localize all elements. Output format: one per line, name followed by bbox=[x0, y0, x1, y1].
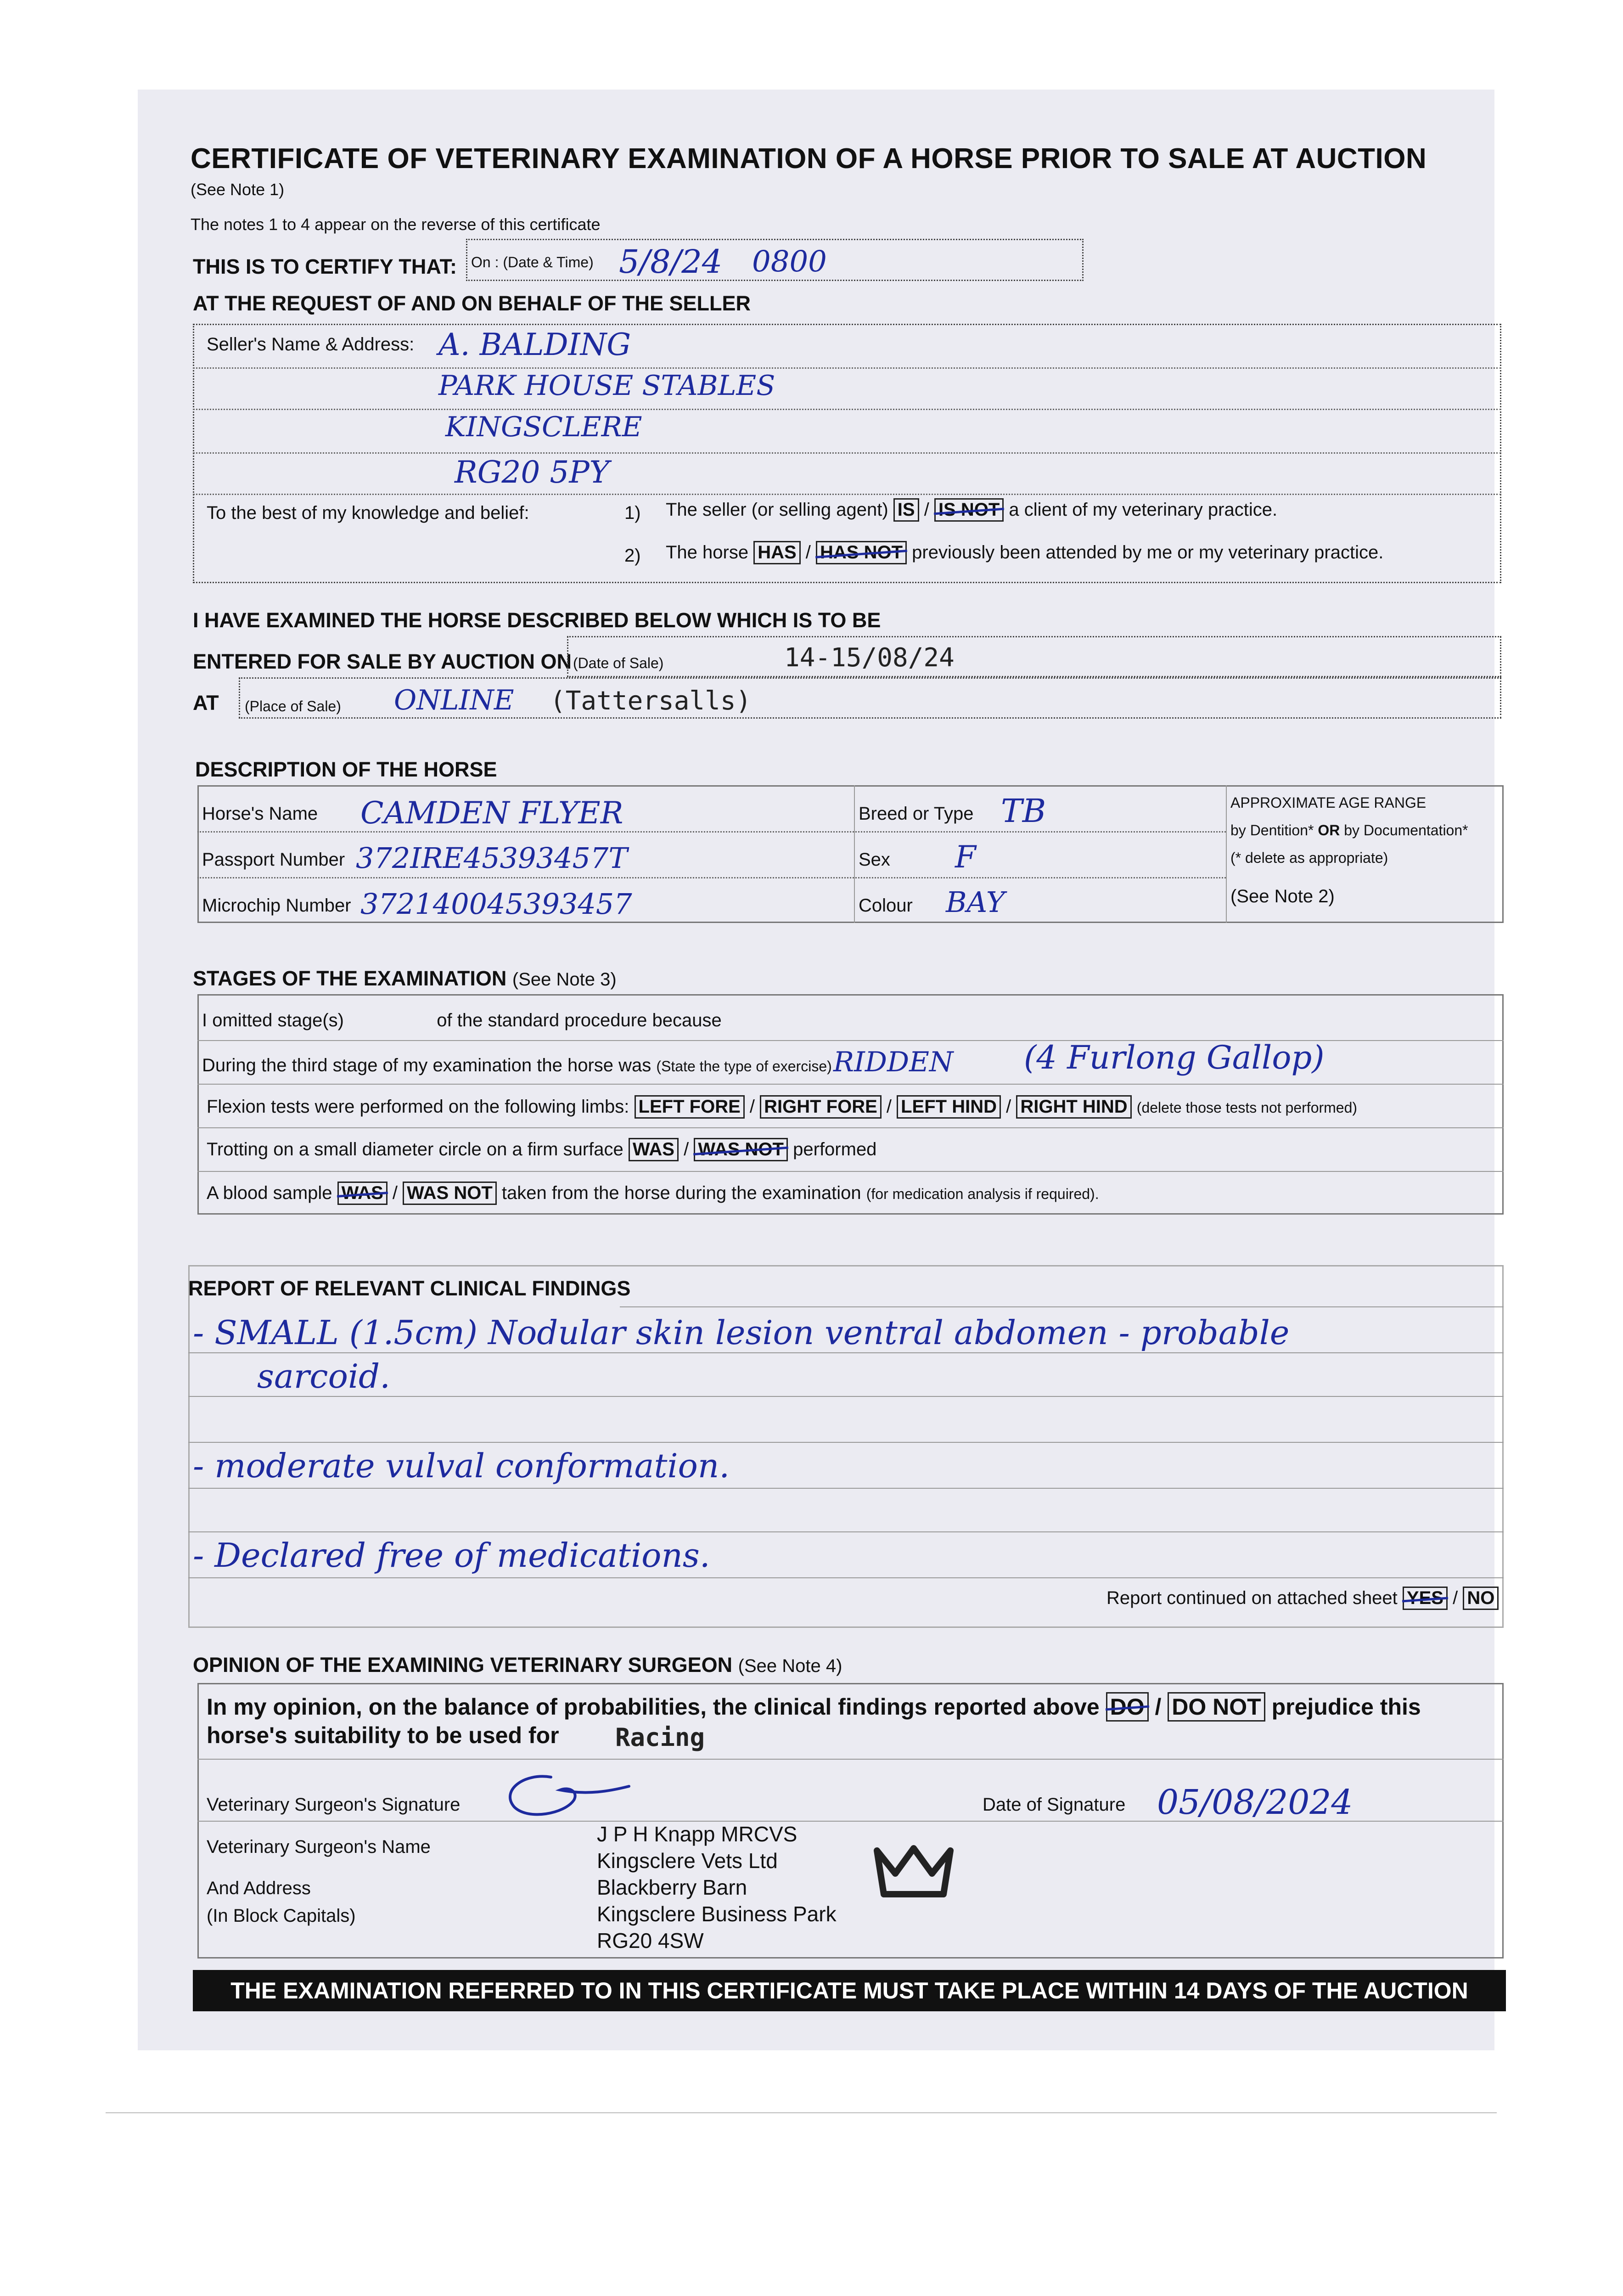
opinion-text-a: In my opinion, on the balance of probabilities, the clinical findings reported above bbox=[207, 1694, 1100, 1720]
at-label: AT bbox=[193, 691, 219, 715]
seller-address-line-1[interactable]: A. BALDING bbox=[438, 327, 631, 362]
vet-name-label: Veterinary Surgeon's Name bbox=[207, 1837, 431, 1857]
colour-value[interactable]: BAY bbox=[946, 885, 1005, 919]
age-by-dentition[interactable]: by Dentition* bbox=[1230, 822, 1314, 838]
flexion-delete-note: (delete those tests not performed) bbox=[1136, 1099, 1358, 1116]
description-heading: DESCRIPTION OF THE HORSE bbox=[195, 758, 497, 781]
notes-reverse-text: The notes 1 to 4 appear on the reverse of this certificate bbox=[191, 215, 601, 234]
stages-row-line-2 bbox=[197, 1084, 1504, 1085]
opinion-heading-text: OPINION OF THE EXAMINING VETERINARY SURGEON bbox=[193, 1653, 733, 1677]
flexion-left-hind[interactable]: LEFT HIND bbox=[897, 1095, 1001, 1119]
report-line-5 bbox=[188, 1531, 1504, 1532]
item2-text-b: previously been attended by me or my veterinary practice. bbox=[912, 542, 1384, 563]
date-signature-value[interactable]: 05/08/2024 bbox=[1157, 1783, 1353, 1822]
report-head-line bbox=[620, 1306, 1504, 1307]
opinion-text-b: prejudice this bbox=[1271, 1694, 1421, 1720]
blood-hint: (for medication analysis if required). bbox=[866, 1186, 1099, 1202]
report-continued-yes[interactable]: YES bbox=[1403, 1587, 1448, 1610]
opinion-use-value[interactable]: Racing bbox=[615, 1723, 705, 1752]
page-bottom-rule bbox=[106, 2112, 1497, 2113]
age-range-heading: APPROXIMATE AGE RANGE bbox=[1230, 794, 1426, 811]
vet-stamp-line-1: J P H Knapp MRCVS bbox=[597, 1822, 797, 1846]
passport-label: Passport Number bbox=[202, 850, 345, 870]
vet-stamp bbox=[597, 1821, 837, 1954]
trotting-performed: performed bbox=[793, 1139, 877, 1159]
place-of-sale-field[interactable] bbox=[239, 677, 1501, 719]
exam-date-value: 5/8/24 bbox=[619, 243, 723, 281]
seller-line-2 bbox=[193, 409, 1501, 410]
horse-name-value[interactable]: CAMDEN FLYER bbox=[360, 795, 623, 831]
sex-value[interactable]: F bbox=[955, 839, 976, 875]
signature-mark[interactable] bbox=[496, 1763, 634, 1823]
stages-row-line-4 bbox=[197, 1171, 1504, 1172]
finding-line-4[interactable]: - Declared free of medications. bbox=[193, 1536, 710, 1575]
description-divider-2 bbox=[1226, 785, 1227, 923]
trotting-row: Trotting on a small diameter circle on a firm surface WAS / WAS NOT performed bbox=[207, 1138, 876, 1161]
signature-label: Veterinary Surgeon's Signature bbox=[207, 1795, 461, 1815]
item2-number: 2) bbox=[624, 546, 641, 566]
item1-text-a: The seller (or selling agent) bbox=[666, 500, 888, 520]
block-capitals-label: (In Block Capitals) bbox=[207, 1906, 356, 1926]
trotting-was-not-option[interactable]: WAS NOT bbox=[694, 1138, 788, 1161]
vet-stamp-line-4: Kingsclere Business Park bbox=[597, 1902, 837, 1926]
report-continued-no[interactable]: NO bbox=[1463, 1587, 1499, 1610]
trotting-was-option[interactable]: WAS bbox=[629, 1138, 679, 1161]
finding-line-1[interactable]: - SMALL (1.5cm) Nodular skin lesion ventral abdomen - probable bbox=[193, 1313, 1290, 1352]
report-line-6 bbox=[188, 1577, 1504, 1578]
horse-name-label: Horse's Name bbox=[202, 804, 318, 824]
date-of-sale-field[interactable] bbox=[567, 636, 1501, 677]
stages-row-line-3 bbox=[197, 1127, 1504, 1128]
report-line-3 bbox=[188, 1442, 1504, 1443]
age-see-note-2: (See Note 2) bbox=[1230, 886, 1335, 906]
entered-for-sale-label: ENTERED FOR SALE BY AUCTION ON bbox=[193, 650, 572, 673]
and-address-label: And Address bbox=[207, 1878, 311, 1898]
date-of-sale-label: (Date of Sale) bbox=[573, 655, 664, 671]
seller-line-1 bbox=[193, 367, 1501, 369]
third-stage-value[interactable]: RIDDEN bbox=[833, 1046, 954, 1078]
third-stage-label: During the third stage of my examination the horse was bbox=[202, 1055, 651, 1075]
footer-banner: THE EXAMINATION REFERRED TO IN THIS CERTIFICATE MUST TAKE PLACE WITHIN 14 DAYS OF THE AUCTION bbox=[193, 1970, 1506, 2011]
opinion-statement: In my opinion, on the balance of probabilities, the clinical findings reported above DO / DO NOT prejudice this bbox=[207, 1692, 1421, 1722]
flexion-label: Flexion tests were performed on the following limbs: bbox=[207, 1097, 629, 1117]
seller-address-line-2[interactable]: PARK HOUSE STABLES bbox=[438, 370, 775, 402]
certify-label: THIS IS TO CERTIFY THAT: bbox=[193, 255, 457, 278]
stages-heading-note: (See Note 3) bbox=[512, 969, 617, 990]
request-heading: AT THE REQUEST OF AND ON BEHALF OF THE SELLER bbox=[193, 292, 751, 315]
item1-text-b: a client of my veterinary practice. bbox=[1009, 500, 1278, 520]
item2-text-a: The horse bbox=[666, 542, 749, 563]
flexion-right-hind[interactable]: RIGHT HIND bbox=[1016, 1095, 1131, 1119]
report-line-4 bbox=[188, 1488, 1504, 1489]
seller-address-line-4[interactable]: RG20 5PY bbox=[455, 455, 610, 490]
blood-text: taken from the horse during the examination bbox=[501, 1183, 861, 1203]
third-stage-row bbox=[202, 1055, 832, 1076]
date-signature-label: Date of Signature bbox=[983, 1795, 1126, 1815]
opinion-heading-note: (See Note 4) bbox=[738, 1656, 842, 1676]
place-of-sale-label: (Place of Sale) bbox=[245, 698, 341, 715]
vet-stamp-line-2: Kingsclere Vets Ltd bbox=[597, 1849, 778, 1873]
flexion-left-fore[interactable]: LEFT FORE bbox=[635, 1095, 745, 1119]
item1-is-not-option[interactable]: IS NOT bbox=[934, 498, 1004, 522]
examined-heading: I HAVE EXAMINED THE HORSE DESCRIBED BELOW WHICH IS TO BE bbox=[193, 608, 881, 632]
finding-line-3[interactable]: - moderate vulval conformation. bbox=[193, 1446, 730, 1485]
passport-value[interactable]: 372IRE45393457T bbox=[356, 841, 628, 875]
place-typed: (Tattersalls) bbox=[550, 686, 752, 716]
breed-value[interactable]: TB bbox=[1001, 792, 1046, 830]
opinion-heading bbox=[193, 1653, 842, 1677]
exam-time-value: 0800 bbox=[752, 245, 827, 279]
opinion-line-1 bbox=[197, 1759, 1504, 1760]
third-stage-note[interactable]: (4 Furlong Gallop) bbox=[1024, 1039, 1325, 1076]
description-divider-1 bbox=[854, 785, 855, 923]
seller-line-4 bbox=[193, 494, 1501, 495]
place-handwritten: ONLINE bbox=[394, 684, 514, 716]
age-delete-note: (* delete as appropriate) bbox=[1230, 850, 1388, 866]
item2-has-option[interactable]: HAS bbox=[753, 541, 800, 564]
crown-logo-icon bbox=[870, 1841, 957, 1901]
stages-heading bbox=[193, 967, 617, 990]
on-date-time-label: On : (Date & Time) bbox=[471, 254, 594, 270]
flexion-right-fore[interactable]: RIGHT FORE bbox=[760, 1095, 882, 1119]
stages-heading-text: STAGES OF THE EXAMINATION bbox=[193, 967, 507, 990]
date-time-field[interactable] bbox=[466, 239, 1084, 281]
breed-label: Breed or Type bbox=[859, 804, 974, 824]
item1-statement: The seller (or selling agent) IS / IS NOT a client of my veterinary practice. bbox=[666, 498, 1277, 522]
microchip-value[interactable]: 372140045393457 bbox=[360, 887, 632, 921]
opinion-do-option[interactable]: DO bbox=[1106, 1692, 1149, 1722]
belief-label: To the best of my knowledge and belief: bbox=[207, 503, 529, 523]
vet-stamp-line-3: Blackberry Barn bbox=[597, 1875, 747, 1899]
report-continued-label: Report continued on attached sheet bbox=[1106, 1588, 1398, 1608]
opinion-do-not-option[interactable]: DO NOT bbox=[1168, 1692, 1265, 1722]
opinion-use-label: horse's suitability to be used for bbox=[207, 1722, 559, 1748]
microchip-label: Microchip Number bbox=[202, 895, 351, 916]
blood-label: A blood sample bbox=[207, 1183, 332, 1203]
seller-name-address-label: Seller's Name & Address: bbox=[207, 334, 415, 355]
age-by-documentation[interactable]: by Documentation* bbox=[1344, 822, 1468, 838]
trotting-label: Trotting on a small diameter circle on a firm surface bbox=[207, 1139, 623, 1159]
description-row-line-1 bbox=[197, 831, 1226, 833]
omitted-text-a: I omitted stage(s) bbox=[202, 1010, 344, 1030]
omitted-stages-row bbox=[202, 1010, 722, 1031]
description-row-line-2 bbox=[197, 877, 1226, 878]
age-range-methods bbox=[1230, 822, 1468, 839]
colour-label: Colour bbox=[859, 895, 913, 916]
item2-has-not-option[interactable]: HAS NOT bbox=[816, 541, 907, 564]
sex-label: Sex bbox=[859, 850, 890, 870]
report-continued-row: Report continued on attached sheet YES / NO bbox=[1106, 1587, 1499, 1610]
omitted-text-b: of the standard procedure because bbox=[437, 1010, 722, 1030]
blood-was-not-option[interactable]: WAS NOT bbox=[403, 1182, 497, 1205]
vet-stamp-line-5: RG20 4SW bbox=[597, 1929, 704, 1953]
seller-address-line-3[interactable]: KINGSCLERE bbox=[445, 411, 642, 443]
date-of-sale-value: 14-15/08/24 bbox=[784, 643, 955, 673]
see-note-1: (See Note 1) bbox=[191, 180, 285, 199]
item1-number: 1) bbox=[624, 503, 641, 523]
item2-statement: The horse HAS / HAS NOT previously been attended by me or my veterinary practice. bbox=[666, 541, 1383, 564]
blood-row: A blood sample WAS / WAS NOT taken from the horse during the examination (for medication analysis if required). bbox=[207, 1182, 1099, 1205]
blood-was-option[interactable]: WAS bbox=[337, 1182, 387, 1205]
report-line-1 bbox=[188, 1352, 1504, 1353]
item1-is-option[interactable]: IS bbox=[893, 498, 919, 522]
age-or: OR bbox=[1318, 822, 1340, 838]
flexion-row: Flexion tests were performed on the following limbs: LEFT FORE / RIGHT FORE / LEFT HIND / RIGHT HIND (delete those tests not performed) bbox=[207, 1095, 1357, 1119]
third-stage-hint: (State the type of exercise) bbox=[656, 1058, 832, 1075]
form-title: CERTIFICATE OF VETERINARY EXAMINATION OF A HORSE PRIOR TO SALE AT AUCTION bbox=[191, 143, 1427, 174]
report-line-2 bbox=[188, 1396, 1504, 1397]
seller-line-3 bbox=[193, 452, 1501, 454]
report-heading: REPORT OF RELEVANT CLINICAL FINDINGS bbox=[188, 1277, 631, 1300]
finding-line-2[interactable]: sarcoid. bbox=[257, 1357, 390, 1396]
